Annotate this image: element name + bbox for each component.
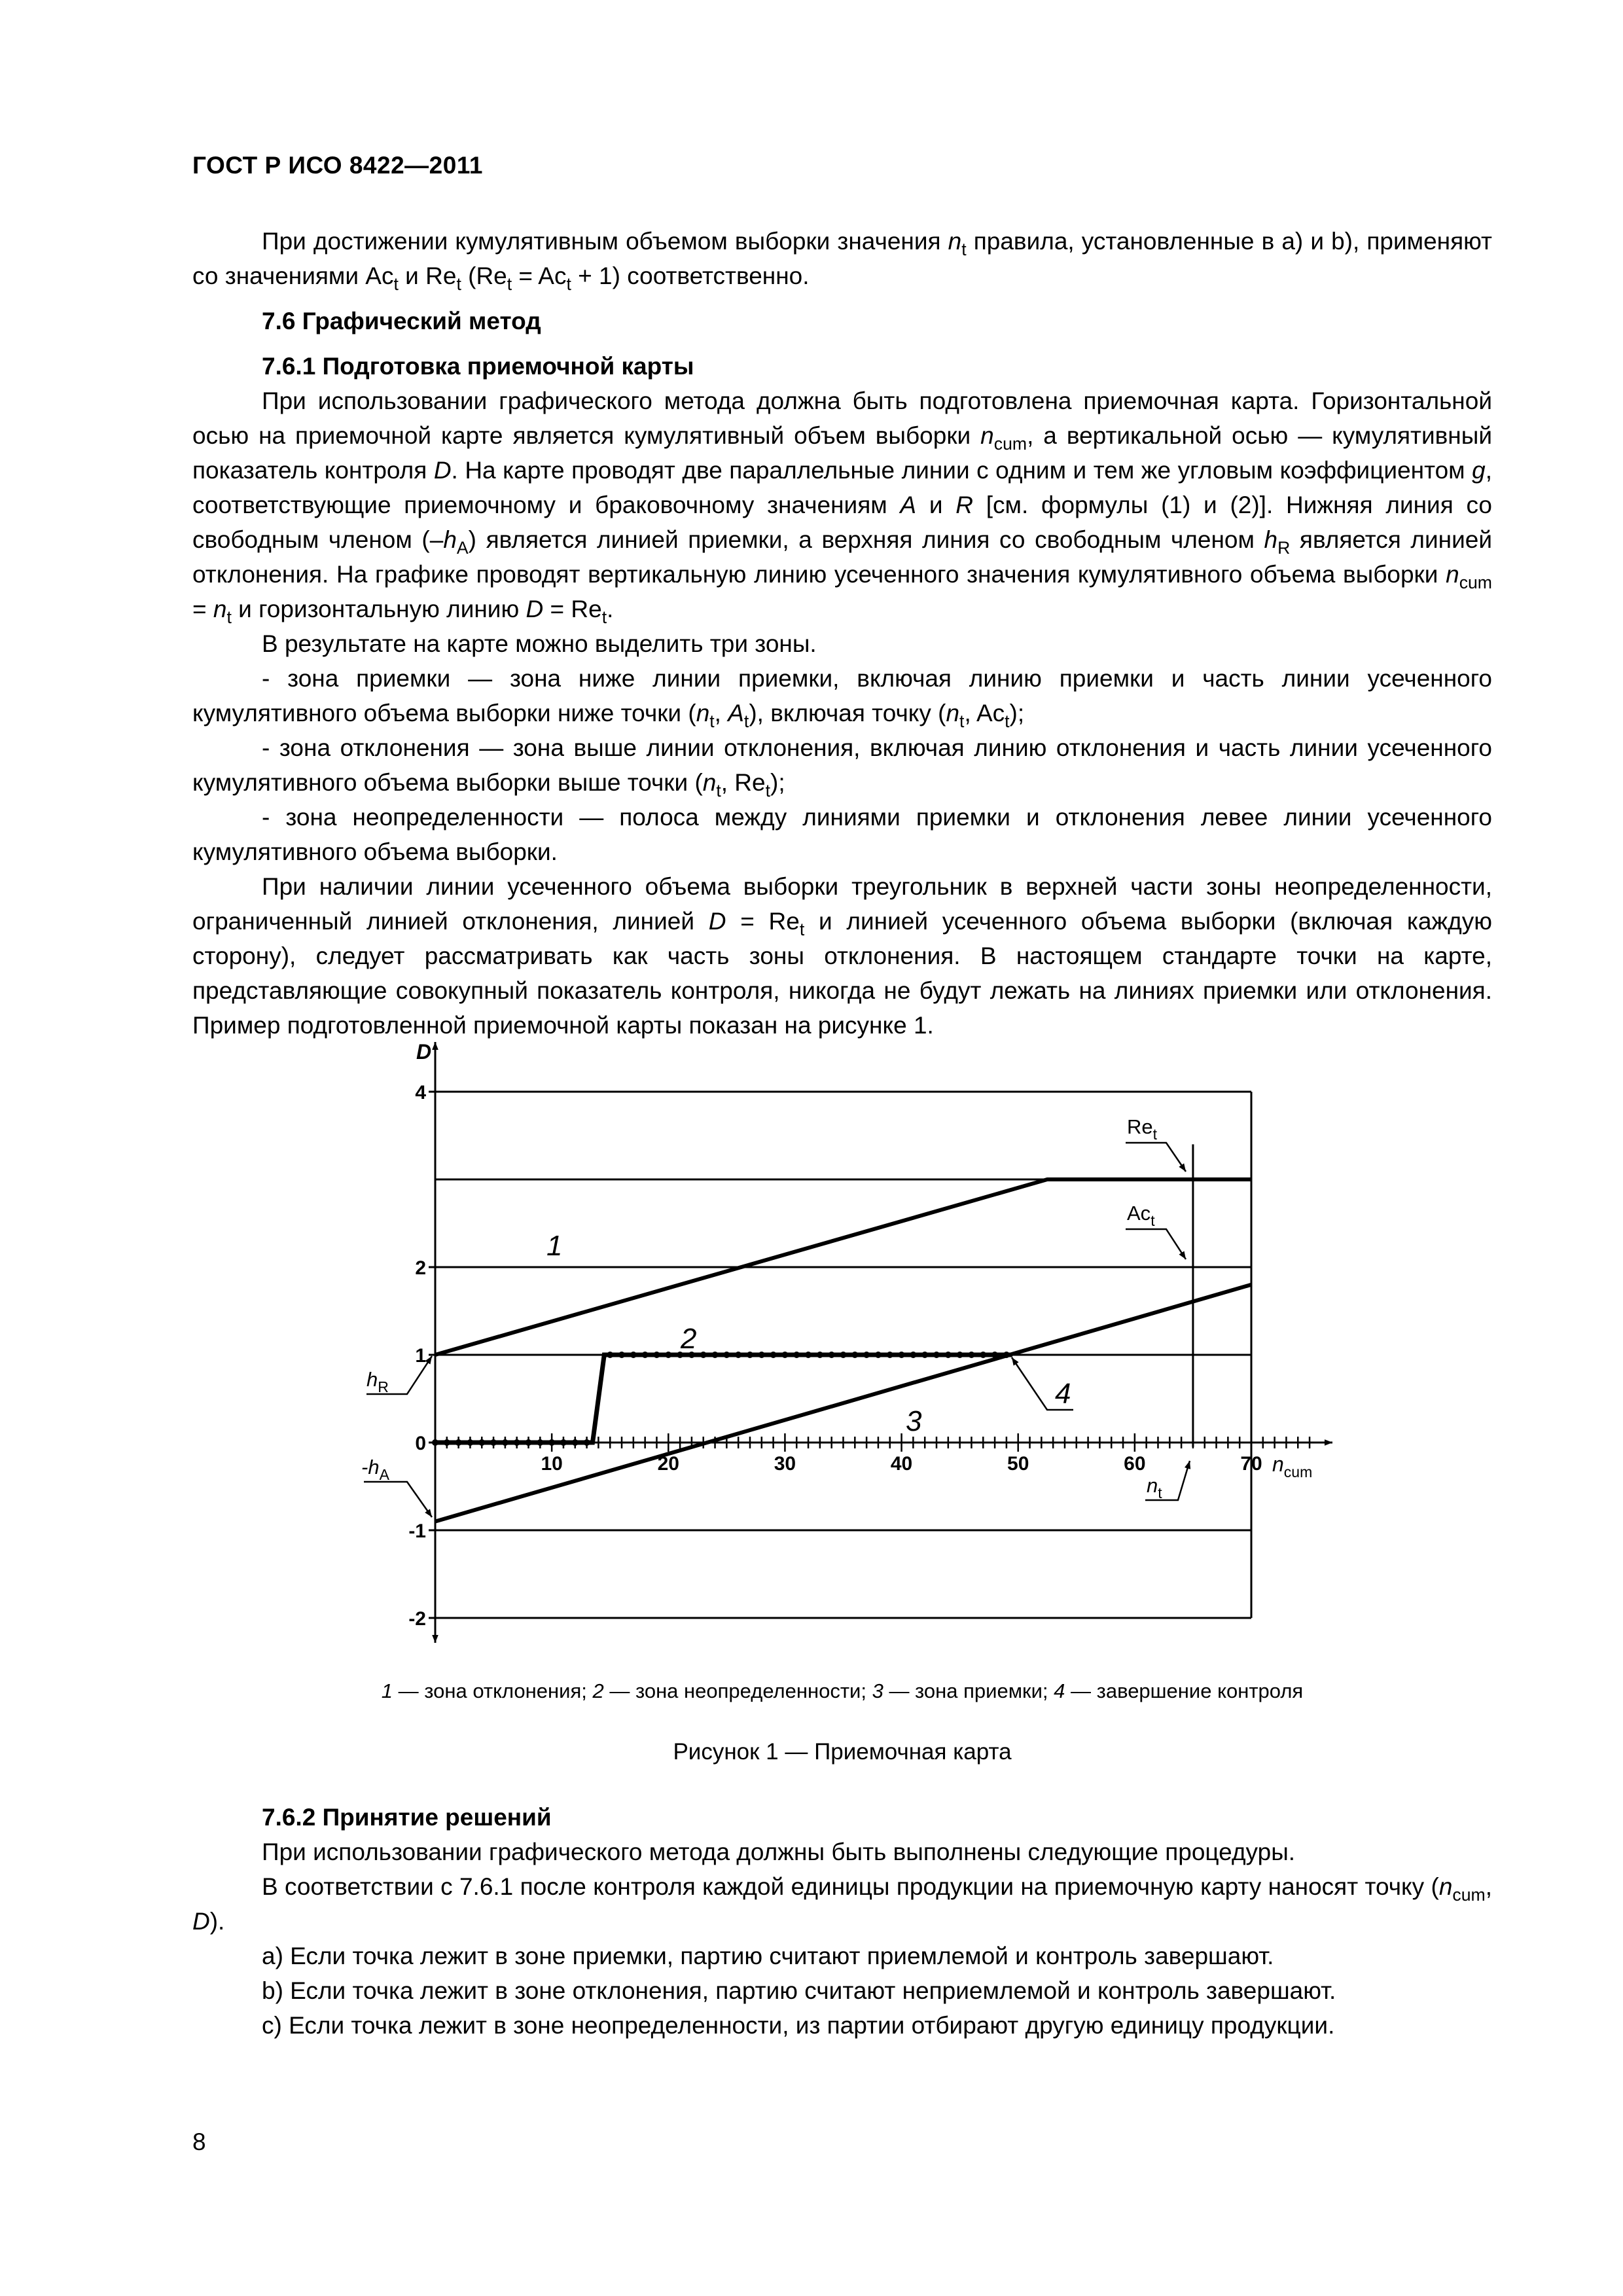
path-point: [444, 1439, 450, 1446]
preparation-paragraph: При использовании графического метода должна быть подготовлена приемочная карта. Горизонтальной осью на приемочной карте является кумулятивный объем выборки $n_{cum}$, а вертикальной осью — кумулятивный показатель контроля D. На карте проводят две параллельные линии с одним и тем же угловым коэффициентом g, соответствующие приемочному и браковочному значениям A и R [см. формулы (1) и (2)]. Нижняя линия со свободным членом $(-h_A)$ является линией приемки, а верхняя линия со свободным членом $h_R$ является линией отклонения. На графике проводят вертикальную линию усеченного значения кумулятивного объема выборки $n_{cum} = n_t$ и горизонтальную линию $D = Re_t$.: [192, 387, 1493, 628]
path-point: [899, 1352, 905, 1358]
path-point: [560, 1439, 567, 1446]
leader-h-a: [364, 1482, 432, 1517]
intro-paragraph: При достижении кумулятивным объемом выборки значения $n_t$ правила, установленные в a) и b), применяют со значениями $Ac_t$ и $Re_t$ $(Re_t = Ac_t + 1)$ соответственно.: [192, 228, 1492, 295]
path-point: [793, 1352, 800, 1358]
zone-2-label: 2: [681, 1323, 697, 1355]
path-point: [817, 1352, 823, 1358]
y-tick-label: 2: [415, 1257, 426, 1279]
label-ac-t: $Ac_t$: [1127, 1202, 1155, 1229]
figure-caption: Рисунок 1 — Приемочная карта: [673, 1739, 1012, 1765]
zone-uncertainty: - зона неопределенности — полоса между линиями приемки и отклонения левее линии усеченного кумулятивного объема выборки.: [192, 804, 1492, 865]
path-point: [712, 1352, 719, 1358]
y-tick-label: 1: [415, 1345, 426, 1367]
path-point: [921, 1352, 928, 1358]
path-point: [467, 1439, 473, 1446]
label-re-t: $Re_t$: [1127, 1115, 1158, 1143]
label-h-r: $h_R$: [366, 1368, 389, 1395]
section-7-6-2-heading: 7.6.2 Принятие решений: [262, 1804, 552, 1831]
x-tick-label: 30: [774, 1453, 796, 1475]
acceptance-chart: [327, 1021, 1374, 1669]
path-point: [514, 1439, 520, 1446]
path-point: [781, 1352, 788, 1358]
path-point: [700, 1352, 707, 1358]
path-point: [607, 1352, 613, 1358]
section-7-6-heading: 7.6 Графический метод: [262, 308, 541, 334]
x-tick-label: 50: [1007, 1453, 1029, 1475]
leader-ac-t: [1126, 1229, 1186, 1259]
x-tick-label: 20: [657, 1453, 679, 1475]
path-point: [630, 1352, 637, 1358]
x-axis-label: $n_{cum}$: [1272, 1452, 1313, 1480]
path-point: [526, 1439, 532, 1446]
path-point: [910, 1352, 916, 1358]
decision-b: b) Если точка лежит в зоне отклонения, партию считают неприемлемой и контроль завершают.: [262, 1977, 1336, 2004]
path-point: [840, 1352, 847, 1358]
chart-axes: [416, 1040, 1332, 1643]
path-point: [1003, 1352, 1010, 1358]
path-point: [829, 1352, 835, 1358]
path-point: [805, 1352, 812, 1358]
path-point: [642, 1352, 649, 1358]
path-point: [957, 1352, 963, 1358]
path-point: [548, 1439, 555, 1446]
figure-legend: 1 — зона отклонения; 2 — зона неопределенности; 3 — зона приемки; 4 — завершение контроля: [381, 1679, 1304, 1702]
path-point: [863, 1352, 870, 1358]
path-point: [933, 1352, 940, 1358]
x-tick-label: 70: [1240, 1453, 1262, 1475]
x-tick-label: 60: [1124, 1453, 1146, 1475]
path-point: [968, 1352, 974, 1358]
path-point: [723, 1352, 730, 1358]
path-point: [572, 1439, 579, 1446]
document-header: ГОСТ Р ИСО 8422—2011: [192, 152, 483, 179]
path-point: [980, 1352, 986, 1358]
path-point: [432, 1439, 438, 1446]
path-point: [851, 1352, 858, 1358]
path-point: [618, 1352, 625, 1358]
decision-intro: При использовании графического метода должны быть выполнены следующие процедуры.: [262, 1839, 1296, 1865]
path-point: [945, 1352, 952, 1358]
upper-text: [192, 224, 1492, 1043]
section-7-6-1-heading: 7.6.1 Подготовка приемочной карты: [262, 353, 694, 380]
path-point: [747, 1352, 753, 1358]
path-point: [991, 1352, 998, 1358]
x-tick-label: 40: [890, 1453, 913, 1475]
path-point: [665, 1352, 671, 1358]
zone-acceptance: - зона приемки — зона ниже линии приемки, включая линию приемки и часть линии усеченного кумулятивного объема выборки ниже точки ($n_t$, $A_t$), включая точку ($n_t$, $Ac_t$);: [192, 665, 1492, 732]
zone-4-label: 4: [1055, 1378, 1071, 1410]
label-h-a: $-h_A$: [361, 1456, 389, 1483]
path-point: [502, 1439, 508, 1446]
y-tick-label: 4: [415, 1082, 426, 1103]
path-point: [887, 1352, 893, 1358]
path-point: [735, 1352, 741, 1358]
leader-re-t: [1126, 1143, 1186, 1172]
lower-text: [192, 1800, 1492, 2043]
path-point: [758, 1352, 765, 1358]
label-n-t: $n_t$: [1147, 1474, 1162, 1501]
path-point: [490, 1439, 497, 1446]
cumulative-path: [435, 1355, 1012, 1443]
path-point: [478, 1439, 485, 1446]
path-point: [770, 1352, 777, 1358]
y-axis-label: D: [416, 1040, 432, 1064]
y-tick-label: -2: [408, 1608, 426, 1630]
path-point: [875, 1352, 882, 1358]
path-point: [584, 1439, 590, 1446]
zone-3-label: 3: [906, 1405, 922, 1437]
zone-1-label: 1: [546, 1230, 563, 1262]
decision-a: a) Если точка лежит в зоне приемки, партию считают приемлемой и контроль завершают.: [262, 1943, 1274, 1969]
path-point: [653, 1352, 660, 1358]
decision-c: c) Если точка лежит в зоне неопределенности, из партии отбирают другую единицу продукции.: [262, 2012, 1335, 2039]
decision-point: В соответствии с 7.6.1 после контроля каждой единицы продукции на приемочную карту наносят точку ($n_{cum}$, D).: [192, 1873, 1492, 1935]
zones-intro: В результате на карте можно выделить три зоны.: [262, 630, 817, 657]
path-point: [455, 1439, 462, 1446]
y-tick-label: -1: [408, 1520, 426, 1542]
x-tick-label: 10: [541, 1453, 563, 1475]
path-point: [537, 1439, 543, 1446]
triangle-paragraph: При наличии линии усеченного объема выборки треугольник в верхней части зоны неопределенности, ограниченный линией отклонения, линией $D = Re_t$ и линией усеченного объема выборки (включая каждую сторону), следует рассматривать как часть зоны отклонения. В настоящем стандарте точки на карте, представляющие совокупный показатель контроля, никогда не будут лежать на линиях приемки или отклонения. Пример подготовленной приемочной карты показан на рисунке 1.: [192, 873, 1492, 1039]
page-number: 8: [192, 2128, 206, 2155]
y-tick-label: 0: [415, 1433, 426, 1454]
zone-rejection: - зона отклонения — зона выше линии отклонения, включая линию отклонения и часть линии усеченного кумулятивного объема выборки выше точки ($n_t$, $Re_t$);: [192, 734, 1492, 801]
